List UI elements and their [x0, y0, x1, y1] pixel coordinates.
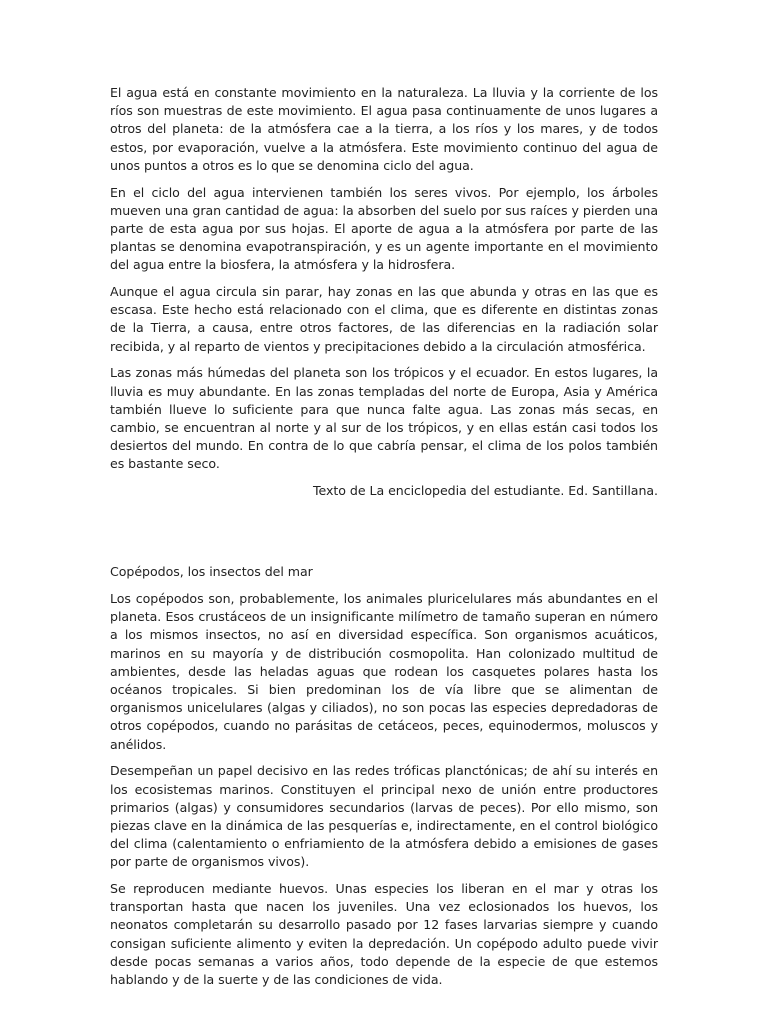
paragraph: Desempeñan un papel decisivo en las redes tróficas planctónicas; de ahí su interés en los ecosistemas marinos. Constituyen el principal nexo de unión entre productores primarios (algas) y consumidores secundarios (larvas de peces). Por ello mismo, son piezas clave en la dinámica de las pesquerías e, indirectamente, en el control biológico del clima (calentamiento o enfriamiento de la atmósfera debido a emisiones de gases por parte de organismos vivos).: [110, 763, 658, 870]
paragraph: Se reproducen mediante huevos. Unas especies los liberan en el mar y otras los transportan hasta que nacen los juveniles. Una vez eclosionados los huevos, los neonatos completarán su desarrollo pasado por 12 fases larvarias siempre y cuando consigan suficiente alimento y eviten la depredación. Un copépodo adulto puede vivir desde pocas semanas a varios años, todo depende de la especie de que estemos hablando y de la suerte y de las condiciones de vida.: [110, 881, 658, 988]
paragraph: Las zonas más húmedas del planeta son los trópicos y el ecuador. En estos lugares, la lluvia es muy abundante. En las zonas templadas del norte de Europa, Asia y América también llueve lo suficiente para que nunca falte agua. Las zonas más secas, en cambio, se encuentran al norte y al sur de los trópicos, y en ellas están casi todos los desiertos del mundo. En contra de lo que cabría pensar, el clima de los polos también es bastante seco.: [110, 365, 658, 472]
paragraph: Los copépodos son, probablemente, los animales pluricelulares más abundantes en el planeta. Esos crustáceos de un insignificante milímetro de tamaño superan en número a los mismos insectos, no así en diversidad específica. Son organismos acuáticos, marinos en su mayoría y de distribución cosmopolita. Han colonizado multitud de ambientes, desde las heladas aguas que rodean los casquetes polares hasta los océanos tropicales. Si bien predominan los de vía libre que se alimentan de organismos unicelulares (algas y ciliados), no son pocas las especies depredadoras de otros copépodos, cuando no parásitas de cetáceos, peces, equinodermos, moluscos y anélidos.: [110, 590, 658, 752]
paragraph: El agua está en constante movimiento en la naturaleza. La lluvia y la corriente de los ríos son muestras de este movimiento. El agua pasa continuamente de unos lugares a otros del planeta: de la atmósfera cae a la tierra, a los ríos y los mares, y de todos estos, por evaporación, vuelve a la atmósfera. Este movimiento continuo del agua de unos puntos a otros es lo que se denomina ciclo del agua.: [110, 85, 658, 173]
water-cycle-section: [110, 84, 658, 500]
paragraph: En el ciclo del agua intervienen también los seres vivos. Por ejemplo, los árboles mueven una gran cantidad de agua: la absorben del suelo por sus raíces y pierden una parte de esta agua por sus hojas. El aporte de agua a la atmósfera por parte de las plantas se denomina evapotranspiración, y es un agente importante en el movimiento del agua entre la biosfera, la atmósfera y la hidrosfera.: [110, 184, 658, 273]
source-citation: Texto de La enciclopedia del estudiante. Ed. Santillana.: [313, 483, 658, 499]
section-gap: [110, 509, 658, 563]
document-page: [110, 84, 658, 998]
paragraph: Aunque el agua circula sin parar, hay zonas en las que abunda y otras en las que es escasa. Este hecho está relacionado con el clima, que es diferente en distintas zonas de la Tierra, a causa, entre otros factores, de las diferencias en la radiación solar recibida, y al reparto de vientos y precipitaciones debido a la circulación atmosférica.: [110, 284, 658, 354]
section-title: Copépodos, los insectos del mar: [110, 563, 313, 579]
copepods-section: [110, 563, 658, 989]
